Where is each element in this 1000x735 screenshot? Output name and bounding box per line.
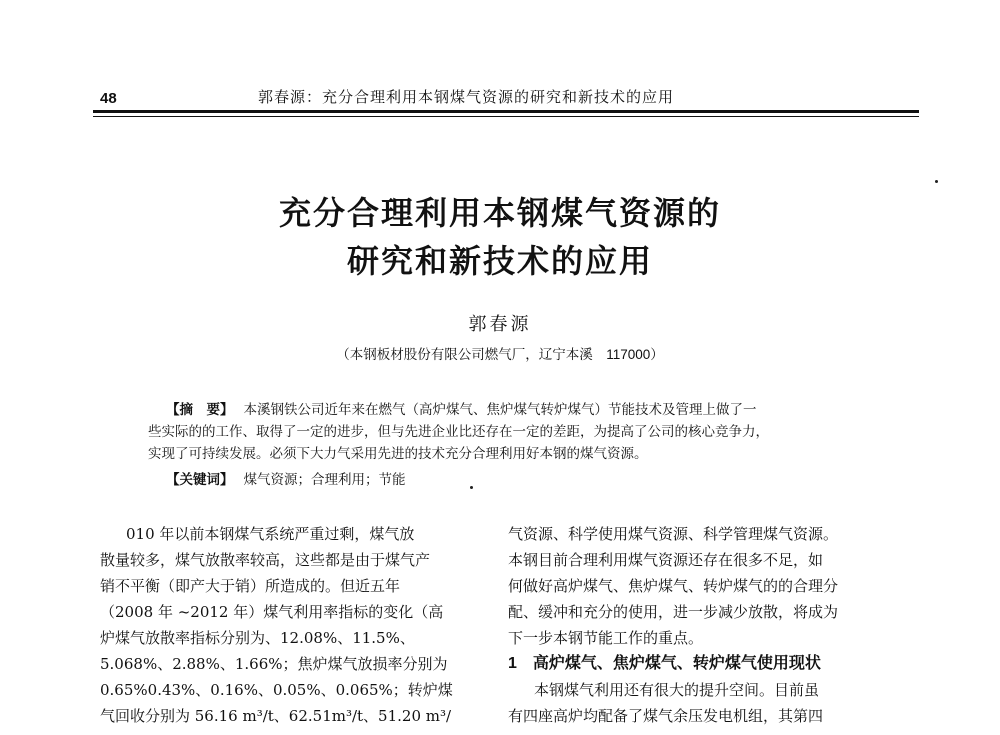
body-line: 5.068%、2.88%、1.66%；焦炉煤气放损率分别为 xyxy=(100,655,448,673)
section-title: 高炉煤气、焦炉煤气、转炉煤气使用现状 xyxy=(532,655,821,672)
article-title-line1: 充分合理利用本钢煤气资源的 xyxy=(278,194,721,232)
author-name: 郭春源 xyxy=(468,314,532,335)
abstract-label: 【摘 要】 xyxy=(166,402,234,417)
article-title-line2: 研究和新技术的应用 xyxy=(346,242,653,280)
body-line: 0.65%0.43%、0.16%、0.05%、0.065%；转炉煤 xyxy=(100,681,453,699)
body-line: （2008 年 ~2012 年）煤气利用率指标的变化（高 xyxy=(100,603,444,621)
header-rule xyxy=(93,110,919,113)
keywords-text: 煤气资源；合理利用；节能 xyxy=(243,472,406,487)
abstract-line xyxy=(166,398,757,418)
body-line: 散量较多，煤气放散率较高，这些都是由于煤气产 xyxy=(100,551,431,569)
body-line: 下一步本钢节能工作的重点。 xyxy=(508,629,704,647)
body-line: 配、缓冲和充分的使用，进一步减少放散，将成为 xyxy=(508,603,839,621)
body-line: 010 年以前本钢煤气系统严重过剩，煤气放 xyxy=(126,525,415,543)
abstract-line: 实现了可持续发展。必须下大力气采用先进的技术充分合理利用好本钢的煤气资源。 xyxy=(148,446,648,461)
section-number: 1 xyxy=(508,655,517,672)
body-line: 本钢煤气利用还有很大的提升空间。目前虽 xyxy=(534,681,820,699)
keywords-label: 【关键词】 xyxy=(166,472,234,487)
body-line: 炉煤气放散率指标分别为、12.08%、11.5%、 xyxy=(100,629,415,647)
body-column-right xyxy=(508,521,908,729)
page-number: 48 xyxy=(100,90,117,107)
header-rule-thin xyxy=(93,116,919,117)
speck-mark xyxy=(935,180,938,183)
keywords-line xyxy=(166,468,406,488)
speck-mark xyxy=(470,486,473,489)
body-column-left xyxy=(100,521,490,729)
running-header: 郭春源：充分合理利用本钢煤气资源的研究和新技术的应用 xyxy=(258,88,675,106)
abstract-text: 本溪钢铁公司近年来在燃气（高炉煤气、焦炉煤气转炉煤气）节能技术及管理上做了一 xyxy=(243,402,757,417)
body-line: 有四座高炉均配备了煤气余压发电机组，其第四 xyxy=(508,707,824,725)
abstract-line: 些实际的的工作、取得了一定的进步，但与先进企业比还存在一定的差距，为提高了公司的核心竞争力， xyxy=(148,424,769,439)
body-line: 本钢目前合理利用煤气资源还存在很多不足，如 xyxy=(508,551,824,569)
body-line: 何做好高炉煤气、焦炉煤气、转炉煤气的的合理分 xyxy=(508,577,839,595)
body-line: 气回收分别为 56.16 m³/t、62.51m³/t、51.20 m³/ xyxy=(100,707,452,725)
body-line: 销不平衡（即产大于销）所造成的。但近五年 xyxy=(100,577,401,595)
author-affiliation: （本钢板材股份有限公司燃气厂，辽宁本溪 117000） xyxy=(336,347,664,362)
body-line: 气资源、科学使用煤气资源、科学管理煤气资源。 xyxy=(508,525,839,543)
section-heading xyxy=(508,651,908,677)
